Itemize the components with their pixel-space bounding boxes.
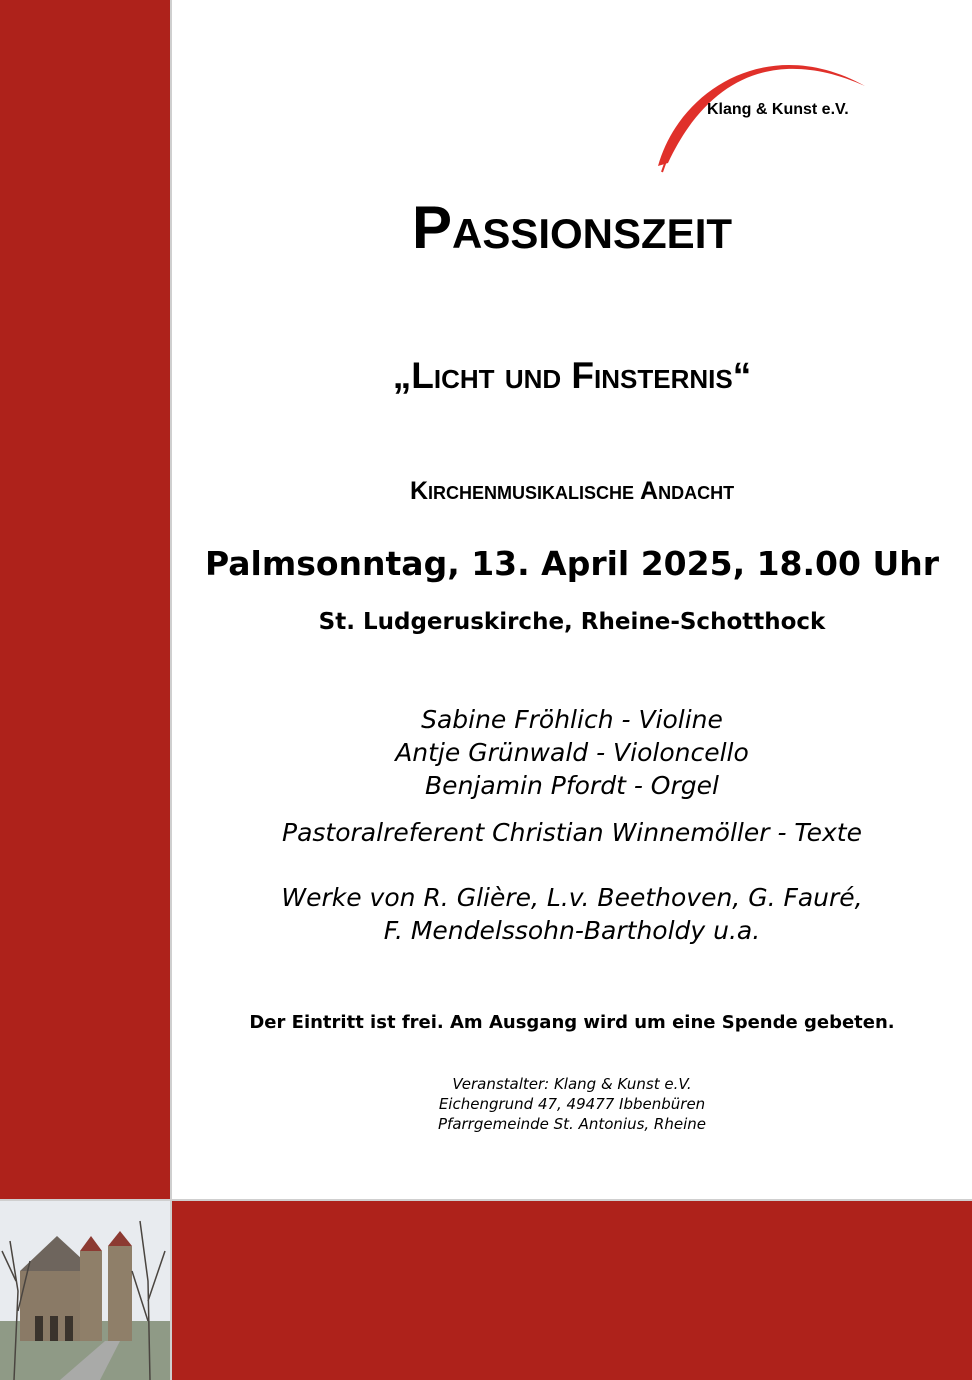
bottom-red-bar bbox=[172, 1201, 972, 1380]
performer-list bbox=[172, 703, 972, 802]
works-line: F. Mendelssohn-Bartholdy u.a. bbox=[383, 916, 761, 945]
logo-text: Klang & Kunst e.V. bbox=[707, 101, 849, 118]
works-line: Werke von R. Glière, L.v. Beethoven, G. Fauré, bbox=[281, 883, 863, 912]
texts-credit: Pastoralreferent Christian Winnemöller - Texte bbox=[282, 818, 862, 847]
event-date: Palmsonntag, 13. April 2025, 18.00 Uhr bbox=[204, 544, 940, 583]
organizer-line: Pfarrgemeinde St. Antonius, Rheine bbox=[438, 1115, 706, 1133]
performer-item: Sabine Fröhlich - Violine bbox=[421, 705, 723, 734]
entry-note: Der Eintritt ist frei. Am Ausgang wird um eine Spende gebeten. bbox=[249, 1012, 895, 1033]
organizer-block bbox=[172, 1074, 972, 1134]
subtitle: „Licht und Finsternis“ bbox=[392, 355, 752, 396]
performer-item: Benjamin Pfordt - Orgel bbox=[425, 771, 719, 800]
organizer-line: Eichengrund 47, 49477 Ibbenbüren bbox=[438, 1095, 706, 1113]
left-red-bar bbox=[0, 0, 170, 1199]
works-list bbox=[172, 881, 972, 947]
event-venue: St. Ludgeruskirche, Rheine-Schotthock bbox=[318, 609, 826, 635]
performer-item: Antje Grünwald - Violoncello bbox=[395, 738, 749, 767]
church-photo bbox=[0, 1201, 170, 1380]
event-type: Kirchenmusikalische Andacht bbox=[409, 477, 735, 505]
page-title: Passionszeit bbox=[411, 194, 733, 261]
organizer-line: Veranstalter: Klang & Kunst e.V. bbox=[452, 1075, 692, 1093]
